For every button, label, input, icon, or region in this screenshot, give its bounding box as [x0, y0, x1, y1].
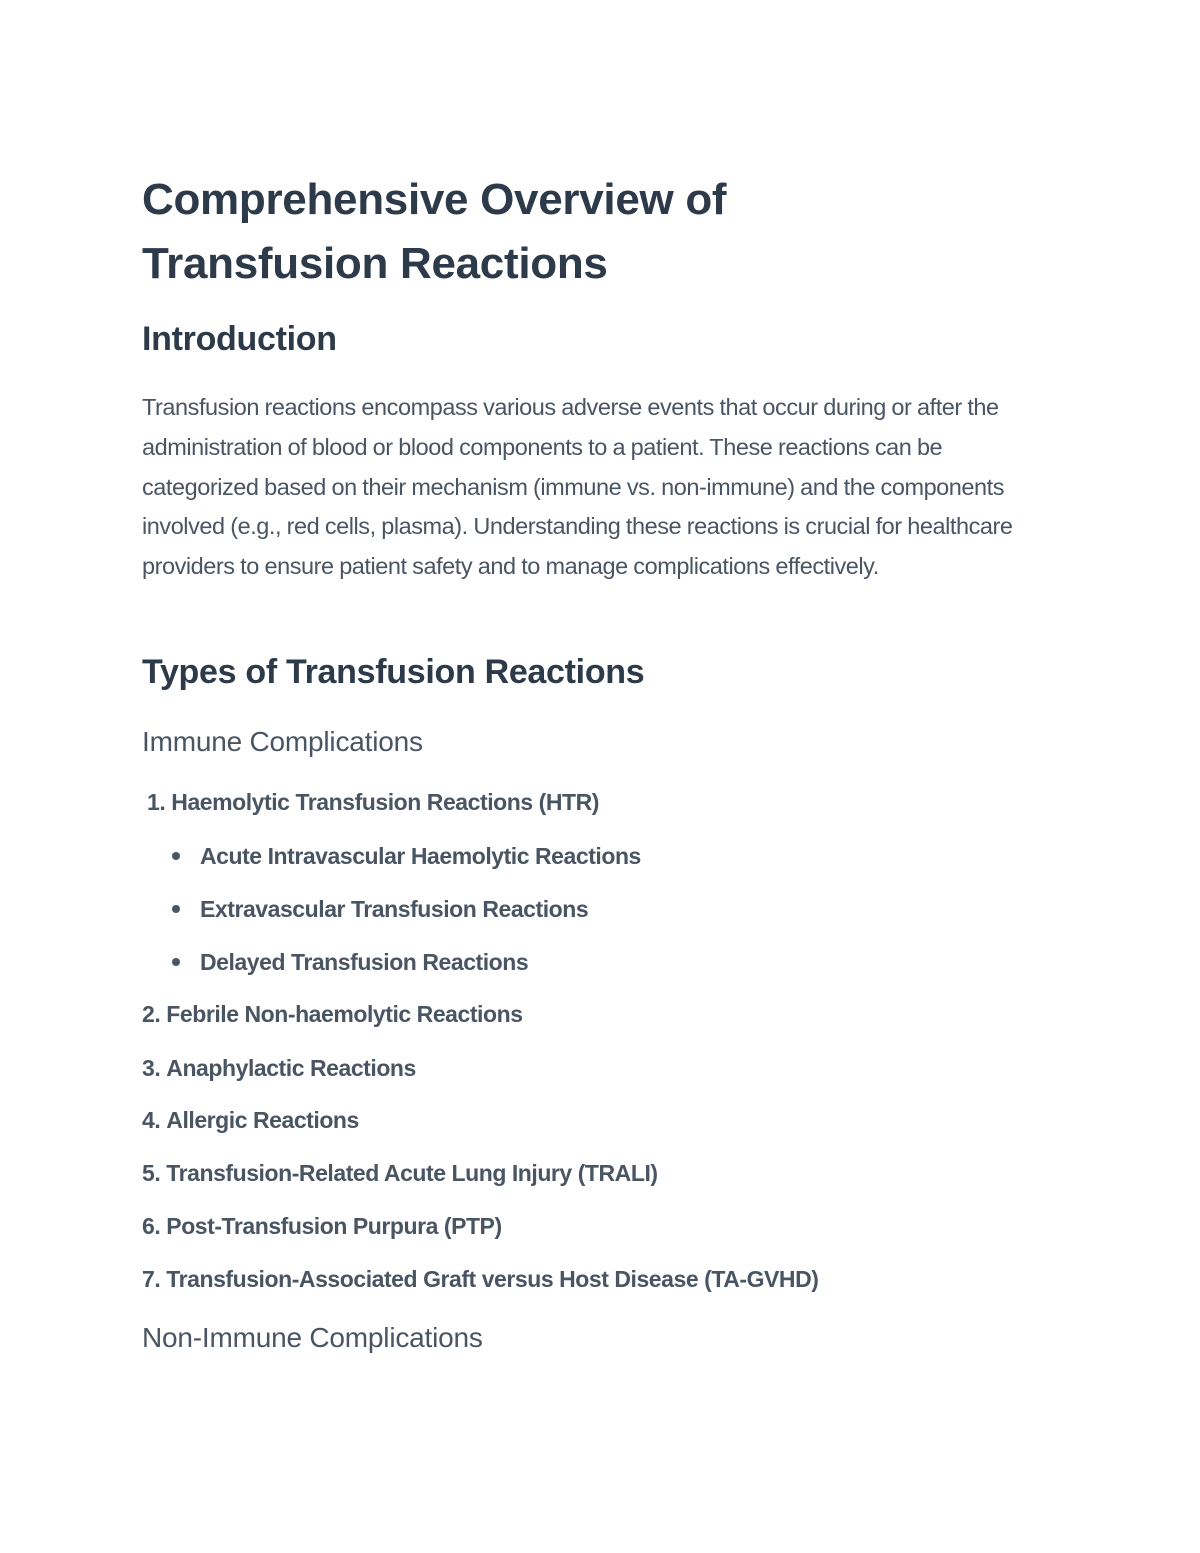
document-title [142, 168, 726, 296]
list-item-number: 2. [142, 1001, 161, 1027]
sub-item-label: Acute Intravascular Haemolytic Reactions [200, 843, 641, 869]
list-item-ta-gvhd [142, 1264, 818, 1294]
bullet-icon [172, 852, 180, 860]
list-item-label: Post-Transfusion Purpura (PTP) [166, 1213, 502, 1239]
list-item-number: 3. [142, 1055, 161, 1081]
list-item-anaphylactic [142, 1053, 416, 1083]
title-line-1: Comprehensive Overview of [142, 175, 727, 224]
list-item-number: 1. [147, 789, 166, 815]
introduction-paragraph: Transfusion reactions encompass various adverse events that occur during or after the administration of blood or blood components to a patient. These reactions can be categorized based on their mechanism (immune vs. non-immune) and the components involved (e.g., red cells, plasma). Understanding these reactions is crucial for healthcare providers to ensure patient safety and to manage complications effectively. [142, 394, 1013, 580]
introduction-heading: Introduction [142, 320, 337, 358]
list-item-febrile [142, 999, 523, 1029]
sub-item-extravascular [172, 894, 588, 924]
list-item-number: 6. [142, 1213, 161, 1239]
list-item-label: Anaphylactic Reactions [166, 1055, 416, 1081]
sub-item-acute-intravascular [172, 841, 641, 871]
list-item-htr [147, 787, 599, 817]
list-item-label: Febrile Non-haemolytic Reactions [166, 1001, 523, 1027]
list-item-allergic [142, 1105, 359, 1135]
types-heading: Types of Transfusion Reactions [142, 653, 645, 691]
bullet-icon [172, 958, 180, 966]
list-item-number: 7. [142, 1266, 161, 1292]
list-item-label: Allergic Reactions [166, 1107, 359, 1133]
list-item-label: Transfusion-Related Acute Lung Injury (TRALI) [166, 1160, 658, 1186]
list-item-label: Haemolytic Transfusion Reactions (HTR) [171, 789, 599, 815]
list-item-ptp [142, 1211, 502, 1241]
list-item-number: 5. [142, 1160, 161, 1186]
immune-complications-heading: Immune Complications [142, 726, 423, 757]
title-line-2: Transfusion Reactions [142, 239, 608, 288]
list-item-number: 4. [142, 1107, 161, 1133]
list-item-trali [142, 1158, 658, 1188]
non-immune-complications-heading: Non-Immune Complications [142, 1322, 483, 1353]
sub-item-label: Delayed Transfusion Reactions [200, 949, 529, 975]
bullet-icon [172, 905, 180, 913]
list-item-label: Transfusion-Associated Graft versus Host Disease (TA-GVHD) [166, 1266, 819, 1292]
sub-item-label: Extravascular Transfusion Reactions [200, 896, 589, 922]
sub-item-delayed [172, 947, 528, 977]
